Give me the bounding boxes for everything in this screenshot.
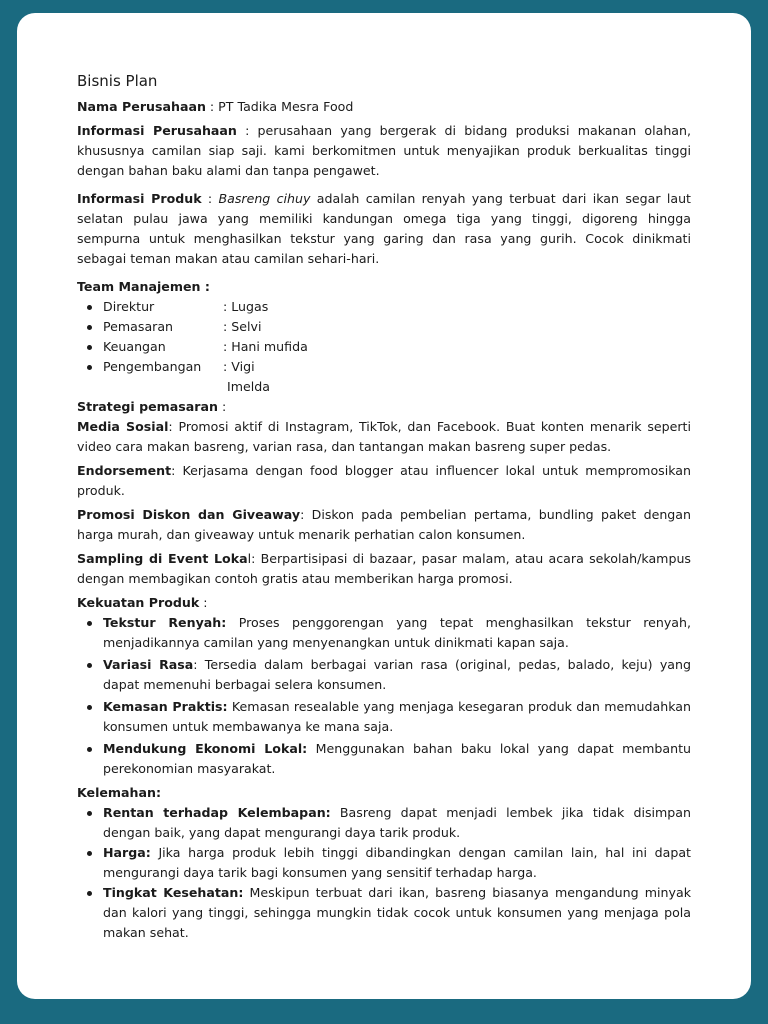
weaknesses-list [77, 803, 691, 943]
team-role: Pemasaran [103, 319, 174, 334]
document-title: Bisnis Plan [77, 72, 158, 90]
strategy-item-text: : Promosi aktif di Instagram, TikTok, dan Facebook. Buat konten menarik seperti video cara makan basreng, varian rasa, dan tantangan makan basreng super pedas. [77, 419, 691, 454]
strategy-heading [77, 397, 691, 417]
product-info-paragraph [77, 189, 691, 269]
product-info-text: adalah camilan renyah yang terbuat dari ikan segar laut selatan pulau jawa yang memiliki kandungan omega tiga yang tinggi, digoreng hingga sempurna untuk menghasilkan tekstur yang garing dan rasa yang gurih. Cocok dinikmati sebagai teman makan atau camilan sehari-hari. [77, 191, 691, 266]
team-role: Direktur [103, 299, 155, 314]
company-name-value: PT Tadika Mesra Food [218, 99, 354, 114]
weakness-text: Jika harga produk lebih tinggi dibandingkan dengan camilan lain, hal ini dapat mengurangi daya tarik bagi konsumen yang sensitif terhadap harga. [103, 845, 691, 880]
strength-label: Kemasan Praktis: [103, 699, 228, 714]
strength-label: Mendukung Ekonomi Lokal: [103, 741, 308, 756]
team-name: : Selvi [223, 319, 262, 334]
team-name: : Hani mufida [223, 339, 308, 354]
weakness-label: Rentan terhadap Kelembapan: [103, 805, 331, 820]
strength-item [87, 613, 691, 653]
team-member [87, 317, 691, 337]
company-name-line [77, 97, 691, 117]
product-info-label: Informasi Produk [77, 191, 202, 206]
team-role: Pengembangan [103, 359, 202, 374]
weakness-label: Harga: [103, 845, 151, 860]
weakness-item [87, 843, 691, 883]
weakness-text: Meskipun terbuat dari ikan, basreng biasanya mengandung minyak dan kalori yang tinggi, sehingga mungkin tidak cocok untuk konsumen yang menjaga pola makan sehat. [103, 885, 691, 940]
weaknesses-heading [77, 783, 691, 803]
strategy-item [77, 461, 691, 501]
strength-text: : Tersedia dalam berbagai varian rasa (original, pedas, balado, keju) yang dapat memenuhi berbagai selera konsumen. [103, 657, 691, 692]
strategy-item-label: Promosi Diskon dan Giveaway [77, 507, 301, 522]
document-page [17, 13, 751, 999]
team-heading-text: Team Manajemen : [77, 279, 210, 294]
strength-item [87, 739, 691, 779]
strength-text: Proses penggorengan yang tepat menghasilkan tekstur renyah, menjadikannya camilan yang menyenangkan untuk dinikmati kapan saja. [103, 615, 691, 650]
team-name: : Lugas [223, 299, 269, 314]
strategy-heading-sep: : [217, 399, 227, 414]
strength-item [87, 697, 691, 737]
team-member [87, 357, 691, 377]
strengths-heading-text: Kekuatan Produk [77, 595, 200, 610]
strength-text: Kemasan resealable yang menjaga kesegaran produk dan memudahkan konsumen untuk membawanya ke mana saja. [103, 699, 691, 734]
company-info-sep: : [236, 123, 258, 138]
weaknesses-heading-text: Kelemahan: [77, 785, 162, 800]
team-name: : Vigi [223, 359, 255, 374]
strengths-list [77, 613, 691, 779]
team-role: Keuangan [103, 339, 166, 354]
strategy-item [77, 417, 691, 457]
strength-text: Menggunakan bahan baku lokal yang dapat membantu perekonomian masyarakat. [103, 741, 691, 776]
product-info-sep: : [201, 191, 219, 206]
strategy-item [77, 549, 691, 589]
strengths-heading-sep: : [199, 595, 208, 610]
strategy-item-text: : Diskon pada pembelian pertama, bundling paket dengan harga murah, dan giveaway untuk menarik perhatian calon konsumen. [77, 507, 691, 542]
company-info-text: perusahaan yang bergerak di bidang produksi makanan olahan, khususnya camilan siap saji. kami berkomitmen untuk menyajikan produk berkualitas tinggi dengan bahan baku alami dan tanpa pengawet. [77, 123, 691, 178]
product-name: Basreng cihuy [218, 191, 311, 206]
team-list [77, 297, 691, 397]
team-name-extra: Imelda [227, 379, 270, 394]
company-info-label: Informasi Perusahaan [77, 123, 237, 138]
document-content [77, 71, 691, 943]
strengths-heading [77, 593, 691, 613]
strategy-item [77, 505, 691, 545]
strength-label: Tekstur Renyah: [103, 615, 227, 630]
team-member [87, 297, 691, 317]
strength-label: Variasi Rasa [103, 657, 194, 672]
strategy-heading-text: Strategi pemasaran [77, 399, 218, 414]
strategy-item-label: Media Sosial [77, 419, 169, 434]
company-name-label: Nama Perusahaan [77, 99, 206, 114]
weakness-item [87, 883, 691, 943]
team-heading [77, 277, 691, 297]
weakness-label: Tingkat Kesehatan: [103, 885, 244, 900]
strategy-item-text: : Kerjasama dengan food blogger atau influencer lokal untuk mempromosikan produk. [77, 463, 691, 498]
team-member [87, 337, 691, 357]
weakness-item [87, 803, 691, 843]
strategy-item-label: Sampling di Event Loka [77, 551, 248, 566]
strategy-item-text: l: Berpartisipasi di bazaar, pasar malam, atau acara sekolah/kampus dengan membagikan contoh gratis atau memberikan harga promosi. [77, 551, 691, 586]
company-info-paragraph [77, 121, 691, 181]
strength-item [87, 655, 691, 695]
team-member-extra [87, 377, 691, 397]
strategy-item-label: Endorsement [77, 463, 172, 478]
weakness-text: Basreng dapat menjadi lembek jika tidak disimpan dengan baik, yang dapat mengurangi daya tarik produk. [103, 805, 691, 840]
company-name-sep: : [205, 99, 219, 114]
